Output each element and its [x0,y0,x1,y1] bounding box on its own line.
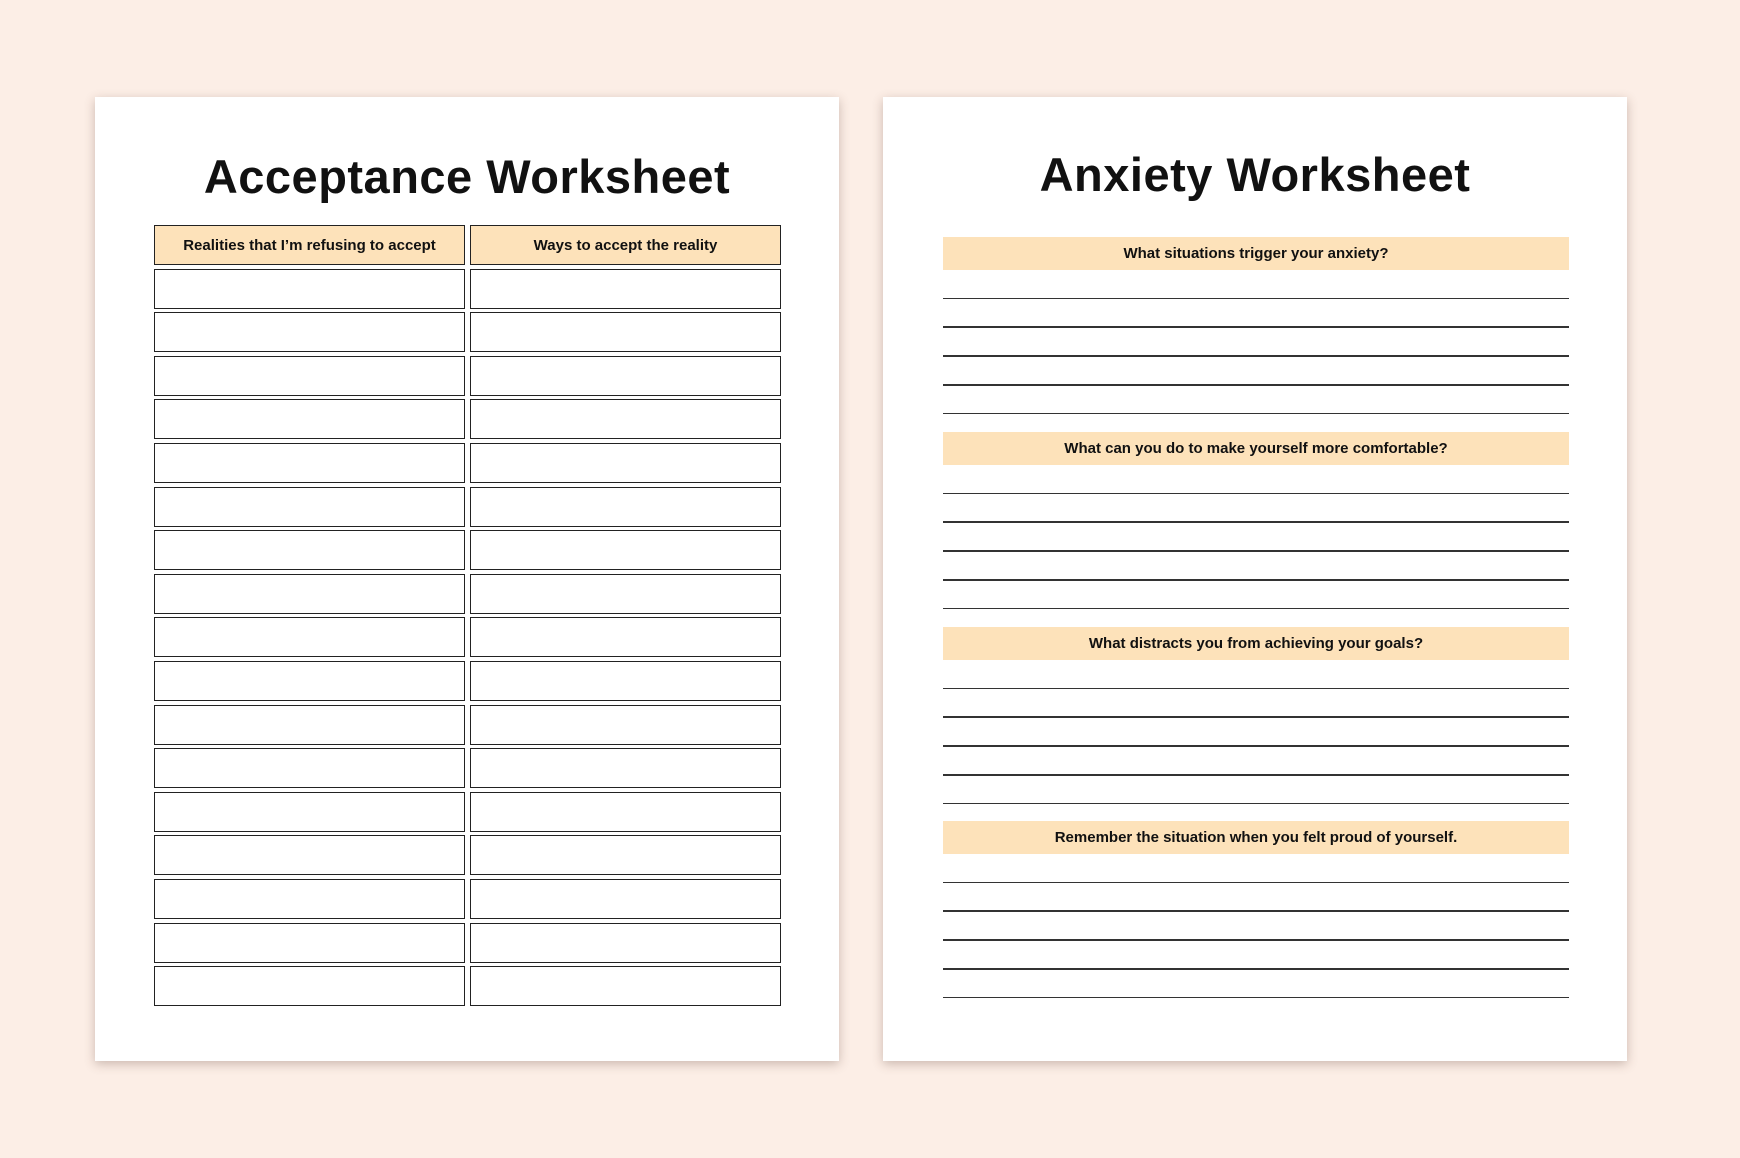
acceptance-way-cell[interactable] [470,530,781,570]
acceptance-way-cell[interactable] [470,792,781,832]
answer-lines [943,688,1569,805]
table-row [154,399,781,439]
answer-lines [943,298,1569,415]
anxiety-section-triggers [943,237,1569,414]
answer-line[interactable] [943,579,1569,580]
answer-line[interactable] [943,608,1569,609]
table-row [154,312,781,352]
reality-cell[interactable] [154,487,465,527]
table-row [154,269,781,309]
acceptance-way-cell[interactable] [470,966,781,1006]
reality-cell[interactable] [154,530,465,570]
answer-line[interactable] [943,910,1569,911]
acceptance-way-cell[interactable] [470,835,781,875]
table-row [154,617,781,657]
anxiety-worksheet-title: Anxiety Worksheet [1039,148,1471,201]
reality-cell[interactable] [154,443,465,483]
table-row [154,879,781,919]
answer-line[interactable] [943,413,1569,414]
answer-line[interactable] [943,774,1569,775]
answer-lines [943,882,1569,999]
reality-cell[interactable] [154,879,465,919]
table-row [154,530,781,570]
anxiety-section-distractions [943,627,1569,804]
column-header-realities: Realities that I’m refusing to accept [154,225,465,265]
table-row [154,487,781,527]
answer-line[interactable] [943,521,1569,522]
question-banner: What can you do to make yourself more comfortable? [943,432,1569,465]
acceptance-way-cell[interactable] [470,269,781,309]
table-row [154,966,781,1006]
acceptance-way-cell[interactable] [470,879,781,919]
anxiety-section-proud [943,821,1569,998]
answer-lines [943,493,1569,610]
acceptance-way-cell[interactable] [470,443,781,483]
reality-cell[interactable] [154,748,465,788]
table-row [154,835,781,875]
acceptance-table [154,225,781,1010]
answer-line[interactable] [943,326,1569,327]
acceptance-way-cell[interactable] [470,356,781,396]
answer-line[interactable] [943,550,1569,551]
table-row [154,574,781,614]
answer-line[interactable] [943,968,1569,969]
reality-cell[interactable] [154,792,465,832]
answer-line[interactable] [943,939,1569,940]
answer-line[interactable] [943,882,1569,883]
answer-line[interactable] [943,997,1569,998]
answer-line[interactable] [943,716,1569,717]
question-banner: What situations trigger your anxiety? [943,237,1569,270]
answer-line[interactable] [943,384,1569,385]
answer-line[interactable] [943,688,1569,689]
reality-cell[interactable] [154,356,465,396]
acceptance-way-cell[interactable] [470,661,781,701]
table-row [154,792,781,832]
answer-line[interactable] [943,745,1569,746]
table-row [154,356,781,396]
table-row [154,443,781,483]
table-row [154,705,781,745]
acceptance-way-cell[interactable] [470,399,781,439]
acceptance-way-cell[interactable] [470,923,781,963]
acceptance-way-cell[interactable] [470,748,781,788]
answer-line[interactable] [943,298,1569,299]
answer-line[interactable] [943,355,1569,356]
acceptance-table-header [154,225,781,265]
reality-cell[interactable] [154,661,465,701]
reality-cell[interactable] [154,835,465,875]
column-header-ways: Ways to accept the reality [470,225,781,265]
reality-cell[interactable] [154,617,465,657]
acceptance-table-body [154,269,781,1007]
acceptance-way-cell[interactable] [470,705,781,745]
reality-cell[interactable] [154,966,465,1006]
reality-cell[interactable] [154,574,465,614]
reality-cell[interactable] [154,399,465,439]
answer-line[interactable] [943,493,1569,494]
acceptance-worksheet-title: Acceptance Worksheet [203,150,731,203]
table-row [154,661,781,701]
anxiety-section-comfort [943,432,1569,609]
anxiety-worksheet-page [883,97,1627,1061]
question-banner: Remember the situation when you felt proud of yourself. [943,821,1569,854]
reality-cell[interactable] [154,269,465,309]
acceptance-way-cell[interactable] [470,617,781,657]
question-banner: What distracts you from achieving your goals? [943,627,1569,660]
table-row [154,748,781,788]
acceptance-way-cell[interactable] [470,574,781,614]
reality-cell[interactable] [154,705,465,745]
reality-cell[interactable] [154,312,465,352]
acceptance-worksheet-page [95,97,839,1061]
reality-cell[interactable] [154,923,465,963]
acceptance-way-cell[interactable] [470,312,781,352]
answer-line[interactable] [943,803,1569,804]
acceptance-way-cell[interactable] [470,487,781,527]
table-row [154,923,781,963]
